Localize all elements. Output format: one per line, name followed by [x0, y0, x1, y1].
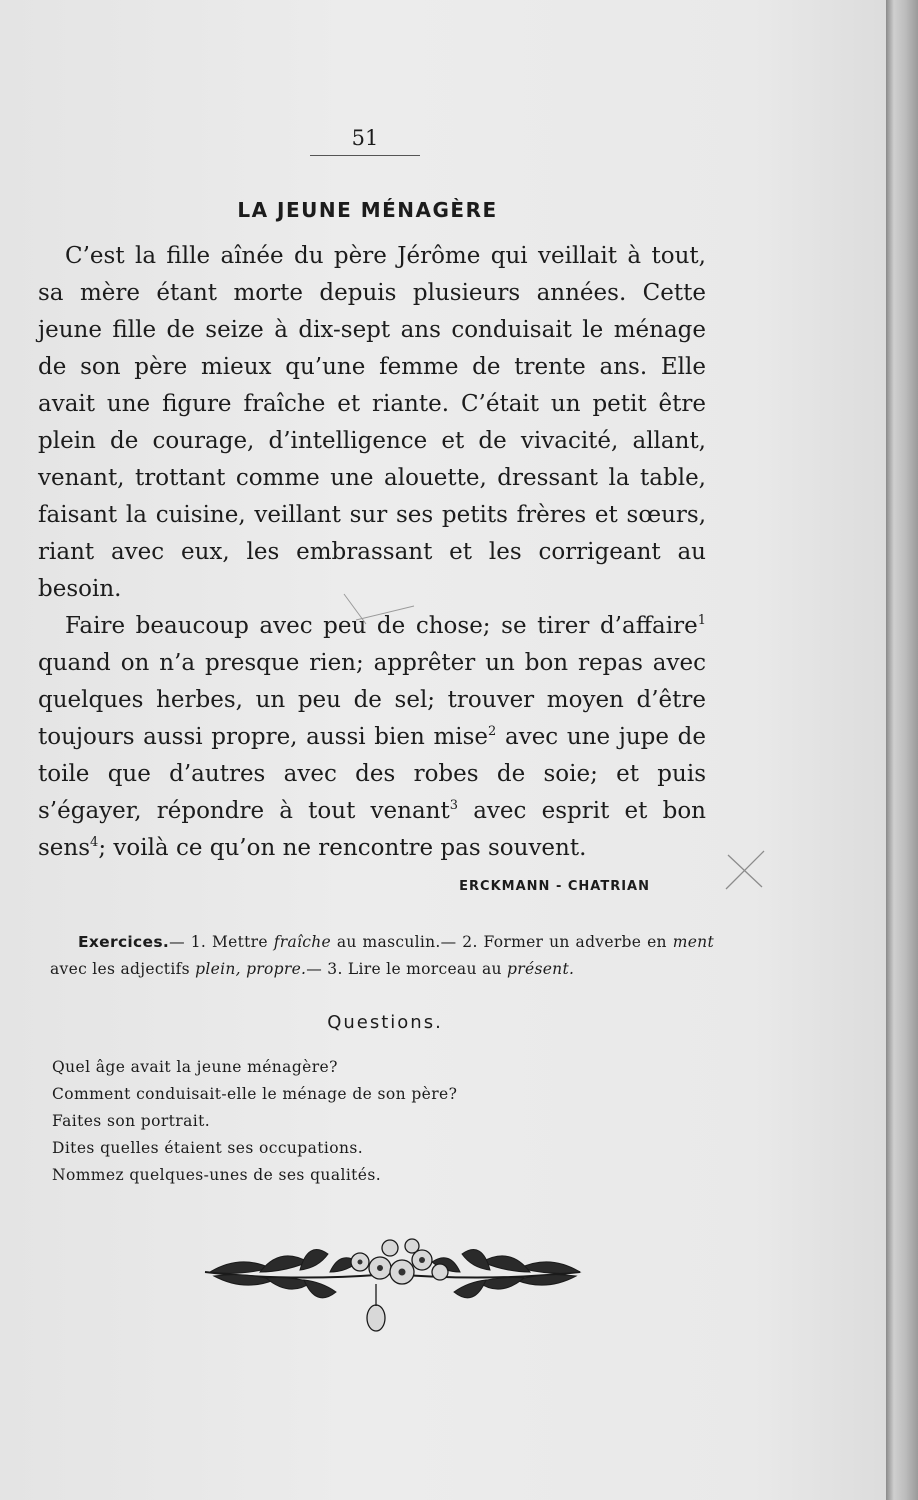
- footnote-marker: 1: [697, 613, 706, 628]
- question-item: Dites quelles étaient ses occupations.: [52, 1139, 364, 1157]
- page-number-rule: [310, 155, 420, 156]
- reading-text: [38, 238, 706, 867]
- exercises-label: Exercices.: [78, 933, 170, 951]
- author-signature: ERCKMANN - CHATRIAN: [459, 879, 650, 894]
- question-item: Nommez quelques-unes de ses qualités.: [52, 1166, 382, 1184]
- page-number: 51: [351, 126, 379, 150]
- paragraph: C’est la fille aînée du père Jérôme qui veillait à tout, sa mère étant morte depuis plusieurs années. Cette jeune fille de seize à dix-sept ans conduisait le ménage de son père mieux qu’une femme de trente ans. Elle avait une figure fraîche et riante. C’était un petit être plein de courage, d’intelligence et de vivacité, allant, venant, trottant comme une alouette, dressant la table, faisant la cuisine, veillant sur ses petits frères et sœurs, riant avec eux, les embrassant et les corrigeant au besoin.: [38, 243, 706, 602]
- italic-term: fraîche: [273, 933, 331, 951]
- question-item: Faites son portrait.: [52, 1112, 211, 1130]
- pencil-mark: [340, 590, 420, 630]
- page-edge: [886, 0, 918, 1500]
- footnote-marker: 4: [90, 835, 99, 850]
- exercises-block: [50, 929, 714, 983]
- question-item: Quel âge avait la jeune ménagère?: [52, 1058, 338, 1076]
- italic-term: ment: [672, 933, 714, 951]
- questions-heading: Questions.: [327, 1012, 443, 1033]
- footnote-marker: 3: [449, 798, 459, 813]
- reading-title: LA JEUNE MÉNAGÈRE: [237, 198, 498, 222]
- question-item: Comment conduisait-elle le ménage de son père?: [52, 1085, 458, 1103]
- italic-term: présent.: [507, 960, 575, 978]
- italic-term: plein, propre.: [195, 960, 307, 978]
- exercises-text: — 1. Mettre fraîche au masculin.— 2. Former un adverbe en ment avec les adjectifs plein, propre.— 3. Lire le morceau au présent.: [50, 933, 714, 978]
- questions-list: [52, 1054, 652, 1189]
- floral-ornament: [200, 1232, 590, 1342]
- pencil-mark: [720, 845, 770, 895]
- footnote-marker: 2: [488, 724, 497, 739]
- paragraph: Faire beaucoup avec peu de chose; se tirer d’affaire$^1$ quand on n’a presque rien; apprêter un bon repas avec quelques herbes, un peu de sel; trouver moyen d’être toujours aussi propre, aussi bien mise$^2$ avec une jupe de toile que d’autres avec des robes de soie; et puis s’égayer, répondre à tout venant$^3$ avec esprit et bon sens$^4$; voilà ce qu’on ne rencontre pas souvent.: [38, 613, 707, 861]
